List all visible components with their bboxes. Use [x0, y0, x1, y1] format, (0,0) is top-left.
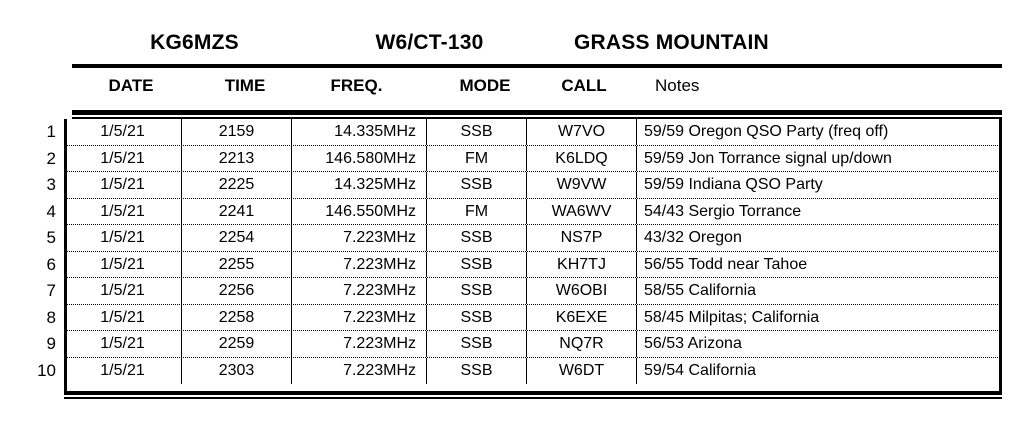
column-header-freq: FREQ. [330, 76, 383, 95]
cell-time: 2259 [182, 331, 292, 357]
cell-call: NQ7R [527, 331, 637, 357]
column-header-time: TIME [224, 76, 266, 95]
cell-date: 1/5/21 [64, 119, 182, 145]
cell-time: 2241 [182, 199, 292, 225]
table-row [20, 225, 1002, 252]
summit-reference: W6/CT-130 [375, 31, 484, 54]
cell-freq: 7.223MHz [292, 225, 427, 251]
cell-date: 1/5/21 [64, 278, 182, 304]
cell-date: 1/5/21 [64, 358, 182, 385]
row-number: 6 [46, 254, 56, 274]
row-number: 7 [46, 281, 56, 300]
cell-call: KH7TJ [527, 252, 637, 278]
row-cells [64, 146, 1002, 173]
row-cells [64, 119, 1002, 146]
cell-mode: SSB [427, 252, 527, 278]
summit-name: GRASS MOUNTAIN [574, 31, 769, 54]
table-bottom-border [64, 391, 1002, 395]
row-number: 2 [46, 148, 56, 168]
row-number: 3 [46, 175, 56, 194]
cell-mode: SSB [427, 119, 527, 145]
table-row [20, 199, 1002, 226]
cell-time: 2256 [182, 278, 292, 304]
row-number: 4 [46, 201, 56, 221]
table-row [20, 305, 1002, 332]
cell-freq: 7.223MHz [292, 331, 427, 357]
cell-mode: SSB [427, 225, 527, 251]
cell-freq: 14.325MHz [292, 172, 427, 198]
table-row [20, 172, 1002, 199]
operator-callsign: KG6MZS [150, 31, 239, 54]
cell-call: W6DT [527, 358, 637, 385]
cell-date: 1/5/21 [64, 199, 182, 225]
cell-time: 2159 [182, 119, 292, 145]
column-header-mode: MODE [459, 76, 511, 95]
cell-date: 1/5/21 [64, 252, 182, 278]
cell-freq: 146.580MHz [292, 146, 427, 172]
cell-notes: 58/45 Milpitas; California [644, 308, 820, 326]
row-number: 1 [46, 122, 56, 141]
column-header-call: CALL [561, 76, 607, 95]
cell-date: 1/5/21 [64, 331, 182, 357]
table-bottom-border-thin [64, 397, 1002, 399]
row-number: 9 [46, 334, 56, 353]
cell-call: K6LDQ [527, 146, 637, 172]
cell-notes: 59/59 Indiana QSO Party [644, 176, 823, 193]
row-cells [64, 252, 1002, 279]
table-row [20, 331, 1002, 358]
cell-time: 2303 [182, 358, 292, 385]
cell-mode: FM [427, 146, 527, 172]
log-rows [20, 119, 1002, 384]
cell-notes: 59/59 Jon Torrance signal up/down [644, 149, 892, 167]
cell-call: WA6WV [527, 199, 637, 225]
table-row [20, 252, 1002, 279]
row-number: 8 [46, 307, 56, 327]
cell-notes: 56/55 Todd near Tahoe [644, 255, 808, 273]
column-header-divider [72, 110, 1002, 115]
cell-call: K6EXE [527, 305, 637, 331]
column-header-notes: Notes [655, 76, 700, 95]
cell-mode: SSB [427, 331, 527, 357]
cell-mode: SSB [427, 305, 527, 331]
log-header [72, 22, 1002, 64]
table-row [20, 146, 1002, 173]
row-cells [64, 358, 1002, 385]
column-header-row [72, 66, 1002, 106]
cell-notes: 58/55 California [644, 282, 757, 299]
cell-mode: FM [427, 199, 527, 225]
cell-notes: 43/32 Oregon [644, 229, 742, 246]
cell-notes: 59/54 California [644, 361, 757, 379]
table-row [20, 278, 1002, 305]
cell-date: 1/5/21 [64, 146, 182, 172]
row-cells [64, 225, 1002, 252]
column-header-date: DATE [108, 76, 154, 95]
table-row [20, 119, 1002, 146]
cell-time: 2258 [182, 305, 292, 331]
cell-time: 2254 [182, 225, 292, 251]
cell-freq: 7.223MHz [292, 305, 427, 331]
cell-time: 2225 [182, 172, 292, 198]
cell-call: NS7P [527, 225, 637, 251]
cell-notes: 54/43 Sergio Torrance [644, 202, 802, 220]
cell-mode: SSB [427, 172, 527, 198]
cell-date: 1/5/21 [64, 172, 182, 198]
cell-call: W9VW [527, 172, 637, 198]
row-number: 10 [37, 360, 56, 380]
cell-mode: SSB [427, 358, 527, 385]
cell-freq: 7.223MHz [292, 358, 427, 385]
row-cells [64, 278, 1002, 305]
cell-freq: 146.550MHz [292, 199, 427, 225]
cell-mode: SSB [427, 278, 527, 304]
row-cells [64, 199, 1002, 226]
cell-freq: 7.223MHz [292, 252, 427, 278]
row-number: 5 [46, 228, 56, 247]
cell-freq: 7.223MHz [292, 278, 427, 304]
cell-notes: 59/59 Oregon QSO Party (freq off) [644, 123, 889, 140]
row-cells [64, 331, 1002, 358]
row-cells [64, 305, 1002, 332]
cell-time: 2255 [182, 252, 292, 278]
cell-date: 1/5/21 [64, 225, 182, 251]
cell-time: 2213 [182, 146, 292, 172]
cell-call: W7VO [527, 119, 637, 145]
cell-freq: 14.335MHz [292, 119, 427, 145]
cell-call: W6OBI [527, 278, 637, 304]
table-row [20, 358, 1002, 385]
cell-date: 1/5/21 [64, 305, 182, 331]
row-cells [64, 172, 1002, 199]
cell-notes: 56/53 Arizona [644, 335, 742, 352]
